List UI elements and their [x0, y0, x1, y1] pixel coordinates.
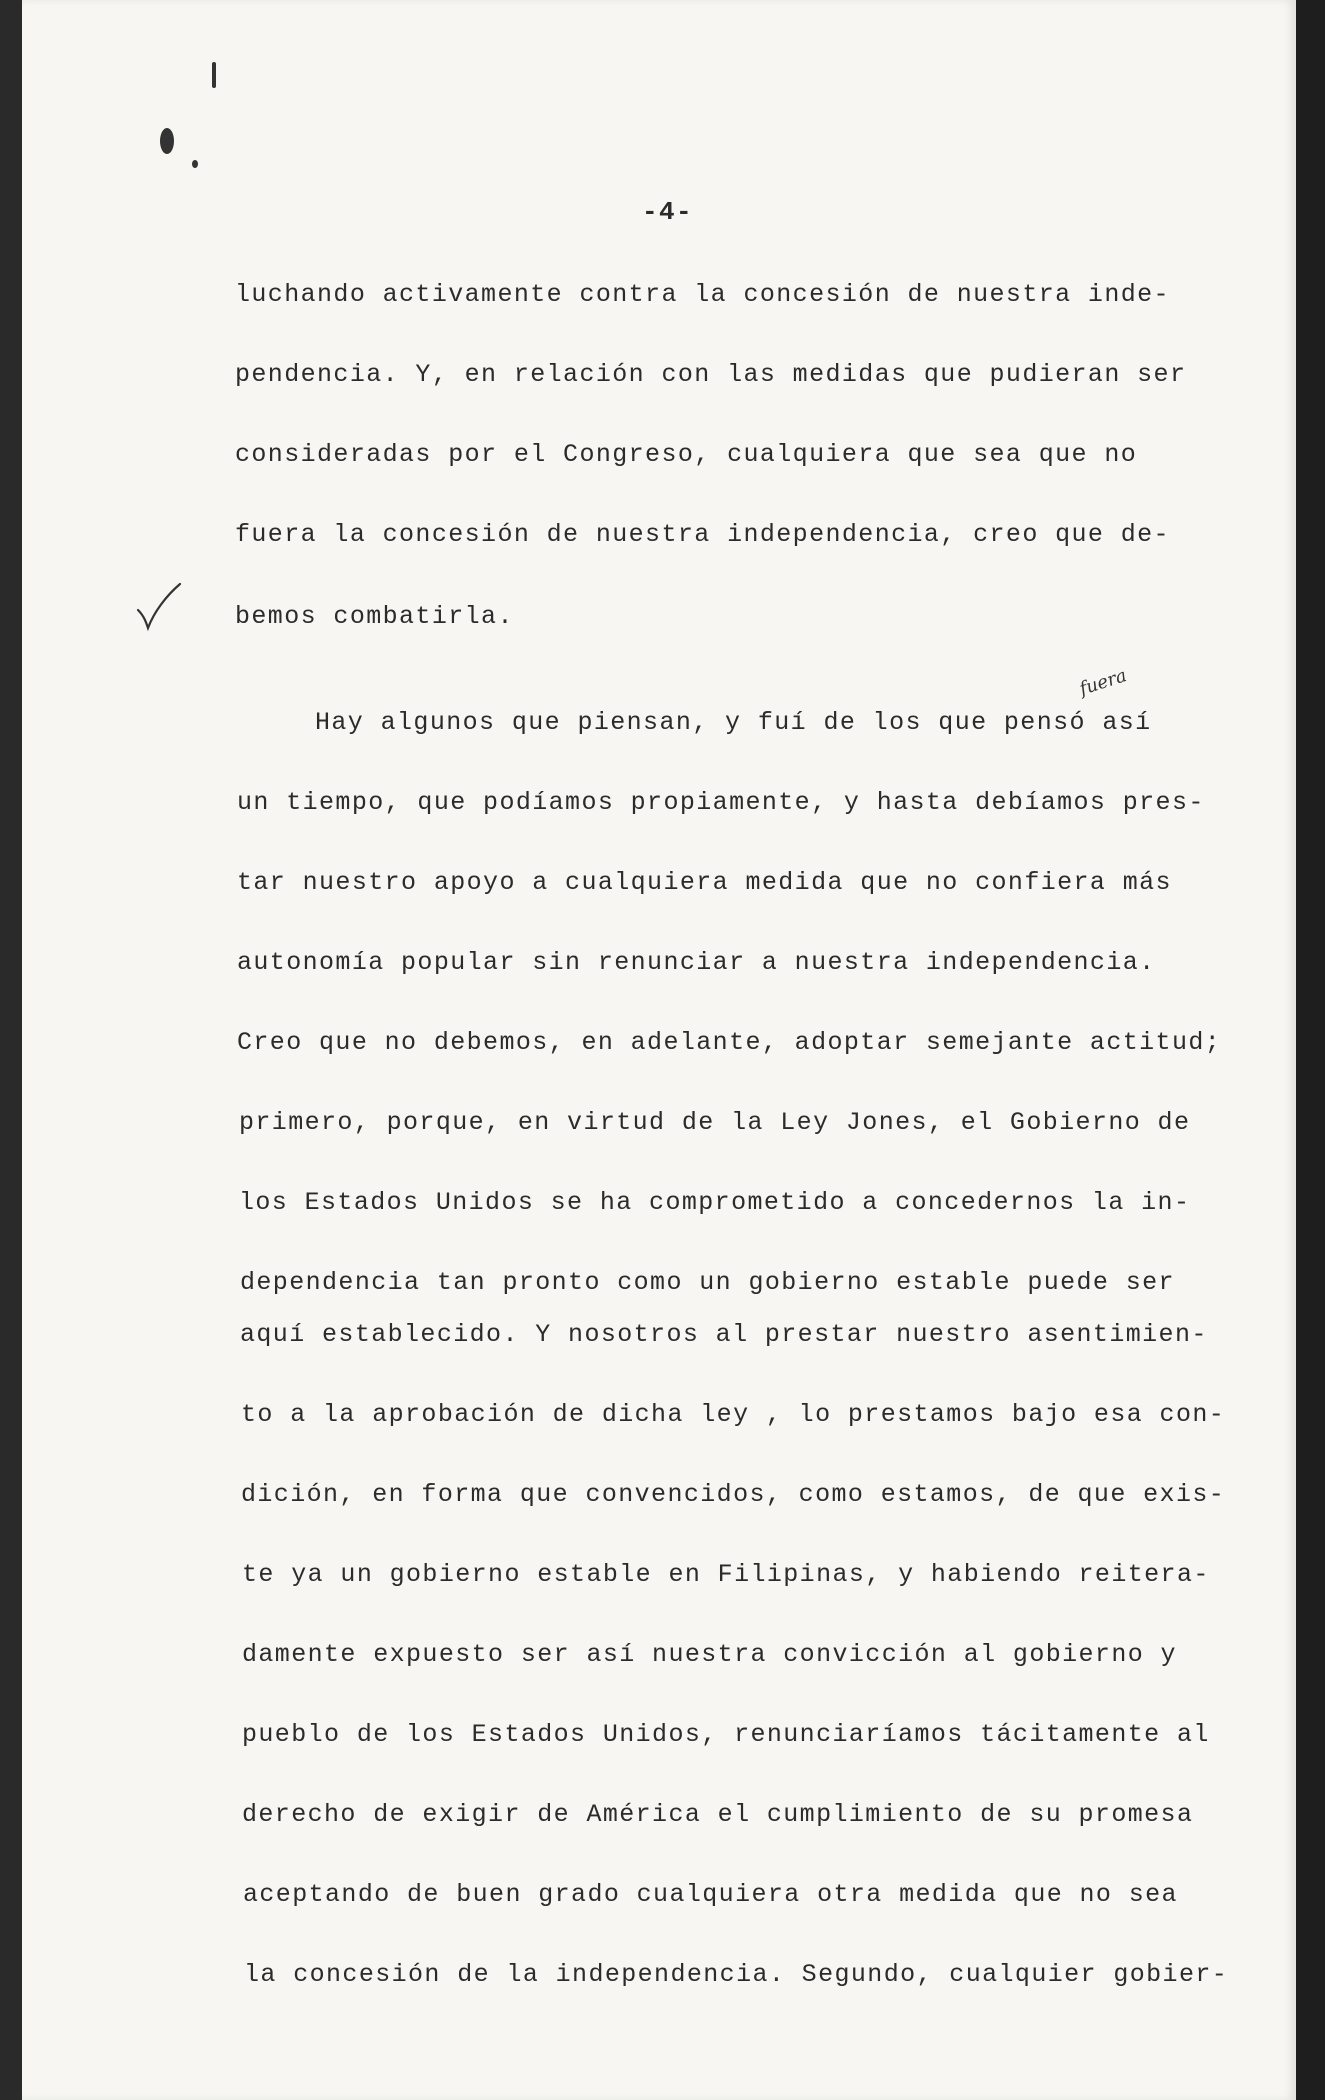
- page-number: -4-: [642, 197, 694, 227]
- checkmark-icon: [134, 582, 184, 632]
- text-line: un tiempo, que podíamos propiamente, y hasta debíamos pres-: [237, 788, 1205, 817]
- text-line: bemos combatirla.: [235, 602, 514, 631]
- text-line: pendencia. Y, en relación con las medidas que pudieran ser: [235, 360, 1187, 389]
- text-line: dependencia tan pronto como un gobierno estable puede ser: [240, 1268, 1175, 1297]
- text-line: te ya un gobierno estable en Filipinas, y habiendo reitera-: [242, 1560, 1210, 1589]
- text-line: consideradas por el Congreso, cualquiera que sea que no: [235, 440, 1138, 469]
- scan-border: [1296, 0, 1325, 2100]
- text-line: primero, porque, en virtud de la Ley Jones, el Gobierno de: [239, 1108, 1191, 1137]
- ink-spot: [192, 160, 198, 168]
- text-line: tar nuestro apoyo a cualquiera medida que no confiera más: [237, 868, 1172, 897]
- text-line: pueblo de los Estados Unidos, renunciaríamos tácitamente al: [242, 1720, 1210, 1749]
- text-line: autonomía popular sin renunciar a nuestra independencia.: [237, 948, 1156, 977]
- text-line: derecho de exigir de América el cumplimiento de su promesa: [242, 1800, 1194, 1829]
- ink-spot: [160, 128, 174, 154]
- document-page: [22, 0, 1299, 2100]
- text-line: dición, en forma que convencidos, como estamos, de que exis-: [241, 1480, 1226, 1509]
- text-line: to a la aprobación de dicha ley , lo prestamos bajo esa con-: [241, 1400, 1226, 1429]
- text-line: los Estados Unidos se ha comprometido a concedernos la in-: [239, 1188, 1191, 1217]
- text-line: aquí establecido. Y nosotros al prestar nuestro asentimien-: [240, 1320, 1208, 1349]
- text-line: fuera la concesión de nuestra independencia, creo que de-: [235, 520, 1170, 549]
- text-line: damente expuesto ser así nuestra convicción al gobierno y: [242, 1640, 1177, 1669]
- handwritten-annotation: fuera: [1076, 665, 1130, 700]
- ink-spot: [212, 62, 216, 88]
- text-line: Hay algunos que piensan, y fuí de los que pensó así: [315, 708, 1152, 737]
- text-line: aceptando de buen grado cualquiera otra medida que no sea: [243, 1880, 1178, 1909]
- text-line: Creo que no debemos, en adelante, adoptar semejante actitud;: [237, 1028, 1222, 1057]
- text-line: luchando activamente contra la concesión de nuestra inde-: [235, 280, 1170, 309]
- text-line: la concesión de la independencia. Segundo, cualquier gobier-: [244, 1960, 1229, 1989]
